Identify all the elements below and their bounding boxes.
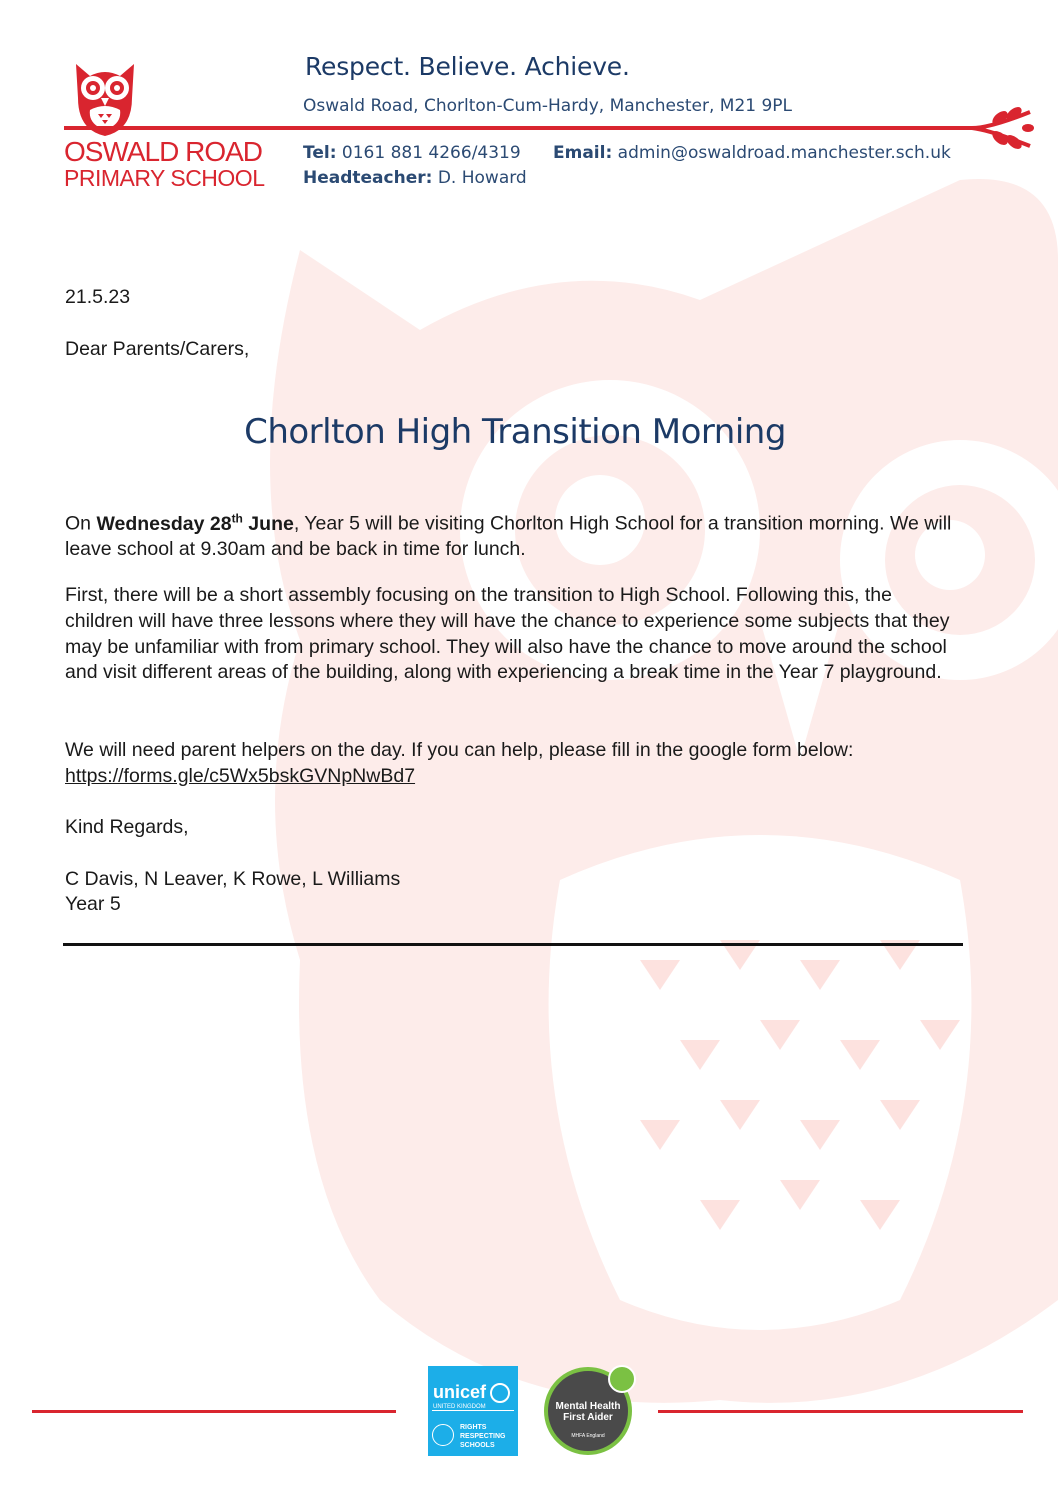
school-name-line2: PRIMARY SCHOOL xyxy=(64,165,265,191)
school-name xyxy=(64,136,265,191)
letter-closing: Kind Regards, xyxy=(65,816,189,838)
mh-line3: MHFA England xyxy=(571,1433,605,1439)
footer-line-right xyxy=(658,1410,1023,1413)
p1-rest: , Year 5 will be visiting Chorlton High School for a transition morning. We will leave school at 9.30am and be back in time for lunch. xyxy=(65,512,952,561)
letter-end-rule xyxy=(63,943,963,946)
unicef-divider xyxy=(432,1410,514,1411)
email-line xyxy=(553,143,951,163)
footer-line-left xyxy=(32,1410,396,1413)
rights-icon xyxy=(432,1424,454,1446)
globe-icon xyxy=(490,1383,510,1403)
school-motto: Respect. Believe. Achieve. xyxy=(305,52,630,81)
p1-date-month: June xyxy=(242,512,294,535)
mh-text xyxy=(548,1401,628,1423)
paragraph-3-text: We will need parent helpers on the day. If you can help, please fill in the google form below: xyxy=(65,739,854,761)
headteacher-label: Headteacher: xyxy=(303,168,433,188)
unicef-rights xyxy=(460,1423,506,1450)
unicef-badge xyxy=(428,1366,518,1456)
laurel-icon xyxy=(970,104,1034,152)
school-name-line1: OSWALD ROAD xyxy=(64,136,262,167)
paragraph-1 xyxy=(65,506,965,563)
mh-line2: First Aider xyxy=(563,1412,613,1423)
email-value[interactable]: admin@oswaldroad.manchester.sch.uk xyxy=(617,143,951,163)
p1-date-day: Wednesday 28 xyxy=(96,512,232,535)
letter-signatories: C Davis, N Leaver, K Rowe, L Williams xyxy=(65,868,401,890)
unicef-rights-3: SCHOOLS xyxy=(460,1442,495,1449)
letter-greeting: Dear Parents/Carers, xyxy=(65,338,250,360)
unicef-sub: UNITED KINGDOM xyxy=(433,1404,486,1410)
unicef-name: unicef xyxy=(433,1382,487,1402)
tel-value: 0161 881 4266/4319 xyxy=(341,143,521,163)
p1-date-sup: th xyxy=(231,511,243,525)
letter-date: 21.5.23 xyxy=(65,286,131,308)
unicef-rights-1: RIGHTS xyxy=(460,1424,487,1431)
google-form-link[interactable]: https://forms.gle/c5Wx5bskGVNpNwBd7 xyxy=(65,764,416,787)
headteacher-line xyxy=(303,168,527,188)
school-address: Oswald Road, Chorlton-Cum-Hardy, Manchester, M21 9PL xyxy=(303,96,793,116)
paragraph-2: First, there will be a short assembly focusing on the transition to High School. Following this, the children will have three lessons where they will have the chance to experience some subjects that they may be unfamiliar with from primary school. They will also have the chance to move around the school and visit different areas of the building, along with experiencing a break time in the Year 7 playground. xyxy=(65,584,950,684)
header-divider xyxy=(64,126,976,130)
unicef-rights-2: RESPECTING xyxy=(460,1433,506,1440)
p1-date-bold xyxy=(96,513,293,535)
p1-pre: On xyxy=(65,512,97,535)
letter-title: Chorlton High Transition Morning xyxy=(244,412,786,452)
letter-year: Year 5 xyxy=(65,893,121,915)
headteacher-value: D. Howard xyxy=(437,168,527,188)
tel-label: Tel: xyxy=(303,143,337,163)
tel-line xyxy=(303,143,521,163)
email-label: Email: xyxy=(553,143,613,163)
paragraph-3 xyxy=(65,738,965,790)
mhfa-leaf-icon xyxy=(608,1365,636,1393)
mh-line1: Mental Health xyxy=(555,1401,621,1412)
